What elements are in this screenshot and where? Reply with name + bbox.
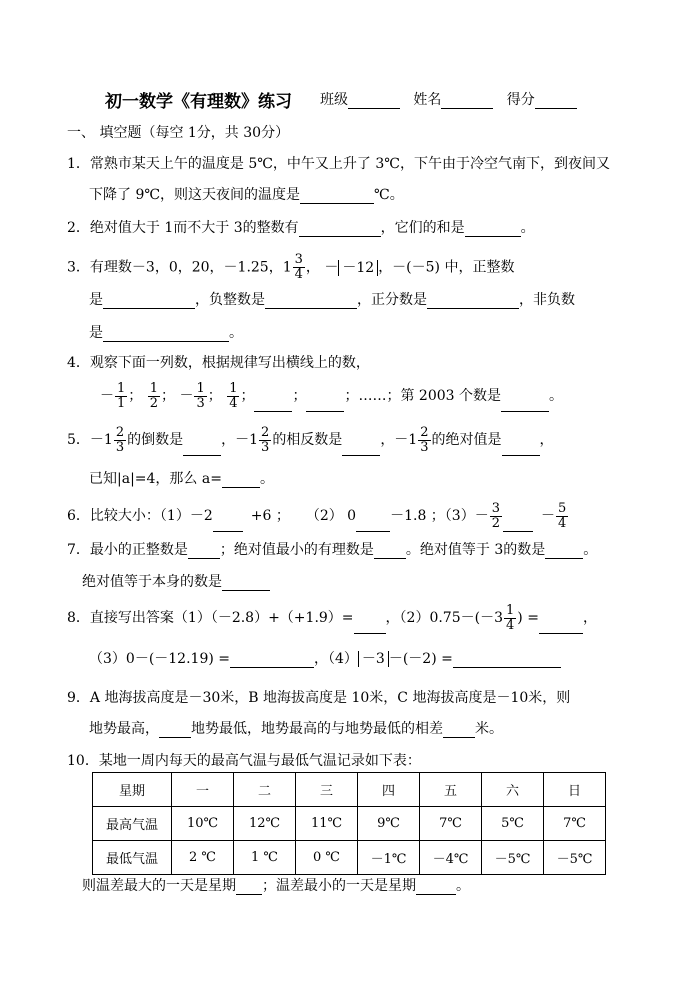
seq-fraction-3 (194, 382, 206, 411)
q5-text-a: 的倒数是 (127, 432, 184, 448)
table-cell: 0 ℃ (296, 841, 358, 875)
q10-blank-2[interactable] (416, 880, 456, 895)
table-row (93, 807, 606, 841)
q7-line1 (67, 541, 597, 559)
class-label: 班级 (320, 92, 348, 108)
q3-label-a: 是 (89, 292, 103, 308)
seq-separator: ； (344, 388, 359, 404)
q8-line1 (67, 602, 597, 634)
q7-end: 。 (583, 542, 598, 558)
q6-blank-3[interactable] (503, 517, 533, 532)
q10-intro: 10．某地一周内每天的最高气温与最低气温记录如下表： (67, 753, 421, 769)
seq-ellipsis: ……； (358, 388, 401, 404)
table-header-cell: 六 (482, 773, 544, 807)
fraction-denominator: 2 (149, 395, 159, 411)
q6-fraction-2 (556, 502, 568, 531)
seq-separator: ； (207, 388, 222, 404)
q9-text-c: 米。 (475, 721, 503, 737)
q5-blank-absolute[interactable] (502, 441, 540, 456)
q8-blank-2[interactable] (539, 619, 583, 634)
seq-fraction-4 (227, 382, 239, 411)
score-label: 得分 (506, 92, 535, 108)
q3-label-d: ，非负数 (519, 292, 575, 308)
fraction-numerator: 2 (115, 424, 125, 440)
table-cell: 9℃ (358, 807, 420, 841)
table-header-cell: 日 (544, 773, 606, 807)
q4-blank-1[interactable] (254, 397, 292, 412)
q7-blank-3[interactable] (545, 544, 583, 559)
q3-text: 3．有理数－3，0，20，－1.25，1 (67, 259, 292, 276)
q5-blank-a[interactable] (222, 473, 260, 488)
q6-blank-2[interactable] (356, 517, 390, 532)
q8-text-b: ，（2）0.75－(－3 (385, 610, 503, 626)
q10-text-a: 则温差最大的一天是星期 (82, 878, 236, 894)
q8-text-g: －(－2) = (388, 651, 453, 667)
q4-blank-2003[interactable] (501, 397, 549, 412)
fraction-denominator: 3 (420, 439, 429, 455)
q2-blank-1[interactable] (299, 222, 381, 237)
q4-tail-text: 第 2003 个数是 (400, 388, 502, 404)
name-field[interactable] (441, 94, 493, 109)
q1-line2 (89, 186, 404, 204)
q8-blank-3[interactable] (230, 653, 314, 668)
class-field[interactable] (348, 94, 400, 109)
q3-line1 (67, 253, 514, 282)
q9-text-b: 地势最低，地势最高的与地势最低的相差 (191, 721, 443, 737)
q1-unit: ℃。 (374, 187, 404, 203)
q6-fraction-1 (490, 502, 502, 531)
score-field[interactable] (535, 94, 577, 109)
page-title: 初一数学《有理数》练习 (105, 92, 292, 112)
q3-label-b: ，负整数是 (195, 292, 265, 308)
q3-label-e: 是 (89, 325, 103, 341)
fraction-denominator: 1 (117, 395, 126, 411)
q8-text-d: ， (582, 610, 597, 626)
table-cell: －5℃ (544, 841, 606, 875)
q7-text-a: 7．最小的正整数是 (67, 542, 188, 558)
q6-text-e: － (541, 508, 555, 524)
fraction-denominator: 2 (491, 515, 500, 531)
table-cell: 最高气温 (93, 807, 172, 841)
q8-text-f: ，（4） (314, 651, 358, 667)
q6-text-c: （2） 0 (305, 508, 357, 524)
student-info (320, 89, 577, 109)
fraction-numerator: 3 (491, 500, 500, 516)
q2-blank-2[interactable] (465, 222, 521, 237)
fraction-denominator: 3 (261, 439, 270, 455)
table-header-cell: 四 (358, 773, 420, 807)
fraction-numerator: 1 (149, 380, 159, 396)
q3-blank-nonnegative[interactable] (103, 327, 229, 342)
q4-sequence (100, 380, 563, 412)
q4-end: 。 (549, 388, 564, 404)
q7-blank-4[interactable] (222, 576, 270, 591)
table-cell: 1 ℃ (234, 841, 296, 875)
table-cell: 7℃ (544, 807, 606, 841)
q5-text-e: 的绝对值是 (431, 432, 502, 448)
fraction-numerator: 1 (229, 380, 238, 396)
table-cell: 7℃ (420, 807, 482, 841)
q5-text-d: ，－1 (380, 432, 418, 448)
fraction-numerator: 2 (261, 424, 270, 440)
section-heading: 一、 填空题（每空 1分，共 30分） (67, 125, 290, 141)
table-cell: －1℃ (358, 841, 420, 875)
q8-text-e: （3）0－(－12.19) = (89, 651, 230, 667)
q5-text-f: ， (539, 432, 554, 448)
q5-fraction-2 (259, 426, 271, 455)
table-cell: －5℃ (482, 841, 544, 875)
seq-sign: － (100, 388, 114, 404)
temperature-table (92, 772, 606, 875)
q5-text-c: 的相反数是 (272, 432, 343, 448)
seq-separator: ； (128, 388, 143, 404)
q8-text-a: 8．直接写出答案（1）（－2.8）+（+1.9）= (67, 610, 354, 626)
fraction-denominator: 3 (196, 395, 205, 411)
table-header-cell: 星期 (93, 773, 172, 807)
fraction-numerator: 3 (294, 252, 303, 267)
q2-text: 2．绝对值大于 1而不大于 3的整数有 (67, 220, 299, 236)
q6-text-d: －1.8 ；（3）－ (390, 508, 489, 524)
q2-line (67, 219, 535, 237)
table-cell: 11℃ (296, 807, 358, 841)
table-cell: 10℃ (172, 807, 234, 841)
q4-line1: 4．观察下面一列数，根据规律写出横线上的数， (67, 355, 370, 371)
q5-line2 (89, 470, 274, 488)
q5-text-b: ，－1 (221, 432, 259, 448)
q3-blank-positive-frac[interactable] (427, 294, 519, 309)
q3-blank-negative-int[interactable] (265, 294, 357, 309)
fraction-denominator: 3 (115, 439, 125, 455)
seq-fraction-2 (148, 382, 160, 411)
q7-text-c: 。绝对值等于 3的数是 (405, 542, 546, 558)
fraction-denominator: 4 (506, 617, 515, 633)
q8-blank-4[interactable] (453, 653, 561, 668)
q7-text-b: ；绝对值最小的有理数是 (219, 542, 374, 558)
q8-fraction (504, 604, 516, 633)
q8-blank-1[interactable] (354, 619, 386, 634)
fraction-numerator: 1 (196, 380, 205, 396)
q9-line1: 9．A 地海拔高度是－30米，B 地海拔高度是 10米，C 地海拔高度是－10米，则 (67, 690, 571, 706)
q10-tail (82, 877, 470, 895)
q1-text: 下降了 9℃，则这天夜间的温度是 (89, 187, 301, 203)
q5-blank-reciprocal[interactable] (183, 441, 221, 456)
q8-text-c: ) = (517, 610, 539, 626)
q6-text-a: 6．比较大小：（1）－2 (67, 508, 213, 524)
q1-answer-blank[interactable] (300, 189, 374, 204)
q9-text-a: 地势最高， (89, 721, 159, 737)
seq-fraction-1 (115, 382, 127, 411)
q5-fraction-1 (114, 426, 126, 455)
q1-line1: 1．常熟市某天上午的温度是 5℃，中午又上升了 3℃，下午由于冷空气南下，到夜间又 (67, 156, 610, 172)
q9-line2 (89, 720, 503, 738)
table-cell: 12℃ (234, 807, 296, 841)
q6-blank-1[interactable] (213, 517, 243, 532)
fraction-numerator: 5 (558, 500, 567, 516)
q6-text-b: +6 ； (250, 508, 290, 524)
seq-separator: ； (240, 388, 255, 404)
q8-absolute-value: －3 (358, 651, 389, 667)
q3-line3 (89, 324, 243, 342)
q3-blank-positive-int[interactable] (103, 294, 195, 309)
table-header-row (93, 773, 606, 807)
fraction-numerator: 1 (506, 602, 515, 618)
table-header-cell: 三 (296, 773, 358, 807)
fraction-denominator: 4 (229, 395, 238, 411)
q4-blank-2[interactable] (306, 397, 344, 412)
fraction-denominator: 4 (558, 515, 567, 531)
q5-end: 。 (259, 471, 274, 487)
q5-text-g: 已知|a|=4，那么 a= (89, 471, 222, 487)
q5-line1 (67, 424, 554, 456)
q10-blank-1[interactable] (236, 880, 262, 895)
q3-label-c: ，正分数是 (357, 292, 427, 308)
table-header-cell: 五 (420, 773, 482, 807)
q10-text-b: ；温差最小的一天是星期 (262, 878, 416, 894)
q6-line (67, 500, 569, 532)
q9-blank-2[interactable] (443, 723, 475, 738)
table-cell: 最低气温 (93, 841, 172, 875)
table-cell: －4℃ (420, 841, 482, 875)
q5-fraction-3 (418, 426, 430, 455)
q7-text-d: 绝对值等于本身的数是 (82, 574, 222, 590)
table-row (93, 841, 606, 875)
fraction-denominator: 4 (294, 267, 303, 282)
q2-text-2: ，它们的和是 (380, 220, 465, 236)
q5-blank-opposite[interactable] (342, 441, 380, 456)
q3-line2 (89, 291, 575, 309)
q7-blank-1[interactable] (188, 544, 220, 559)
q9-blank-1[interactable] (159, 723, 191, 738)
q3-absolute-value: －12 (338, 260, 378, 276)
q3-fraction (293, 253, 305, 282)
q3-text-3: ，－(－5) 中，正整数 (378, 259, 515, 276)
fraction-numerator: 1 (117, 380, 126, 396)
q3-text-2: ， － (305, 259, 339, 276)
seq-separator: ； (161, 388, 176, 404)
q3-end: 。 (229, 325, 243, 341)
q10-end: 。 (456, 878, 470, 894)
q7-line2 (82, 573, 270, 591)
name-label: 姓名 (413, 92, 442, 108)
seq-sign: － (179, 388, 194, 404)
q8-line2 (89, 650, 561, 668)
fraction-numerator: 2 (420, 424, 429, 440)
q5-text: 5．－1 (67, 432, 113, 448)
q2-end: 。 (520, 220, 535, 236)
table-header-cell: 二 (234, 773, 296, 807)
table-header-cell: 一 (172, 773, 234, 807)
seq-separator: ； (292, 388, 307, 404)
q7-blank-2[interactable] (374, 544, 406, 559)
table-cell: 5℃ (482, 807, 544, 841)
table-cell: 2 ℃ (172, 841, 234, 875)
